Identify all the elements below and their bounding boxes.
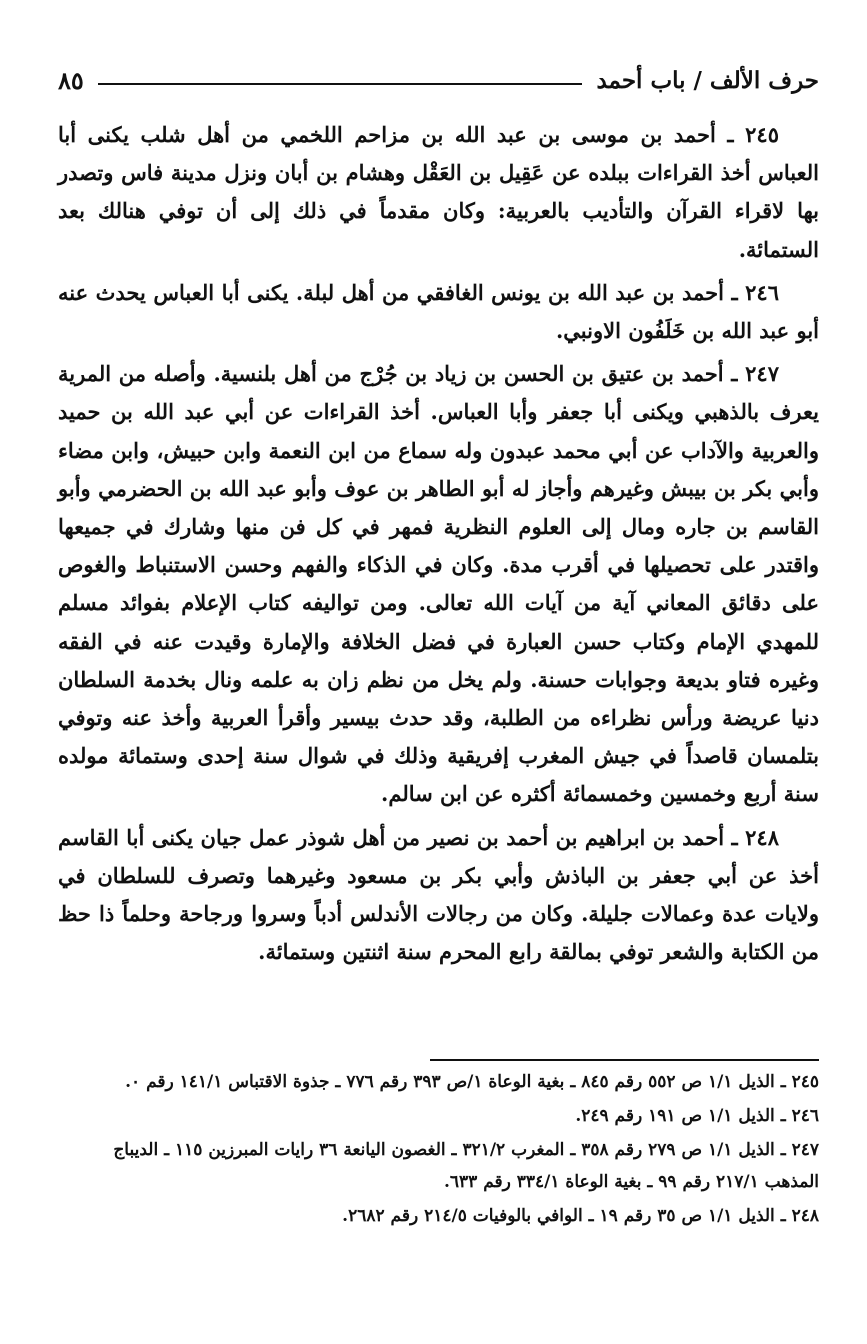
entry-246: ٢٤٦ ـ أحمد بن عبد الله بن يونس الغافقي من أهل لبلة. يكنى أبا العباس يحدث عنه أبو عبد الله بن خَلَفُون الاونبي. (58, 279, 819, 344)
footnote-247: ٢٤٧ ـ الذيل ١/١ ص ٢٧٩ رقم ٣٥٨ ـ المغرب ٣٢١/٢ ـ الغصون اليانعة ٣٦ رايات المبرزين ١١٥ ـ الديباج المذهب ٢١٧/١ رقم ٩٩ ـ بغية الوعاة ٣٣٤/١ رقم ٦٣٣. (113, 1140, 819, 1192)
entry-248: ٢٤٨ ـ أحمد بن ابراهيم بن أحمد بن نصير من أهل شوذر عمل جيان يكنى أبا القاسم أخذ عن أبي جعفر بن الباذش وأبي بكر بن مسعود وغيرهما وتصرف للسلطان في ولايات عدة وعمالات جليلة. وكان من رجالات الأندلس أدباً وسروا ورجاحة وحلماً ذا حظ من الكتابة والشعر توفي بمالقة رابع المحرم سنة اثنتين وستمائة. (58, 824, 819, 965)
page-number: ٨٥ (58, 65, 84, 95)
header-title: حرف الألف / باب أحمد (596, 66, 819, 94)
footnote-divider (430, 1059, 819, 1061)
entry-245: ٢٤٥ ـ أحمد بن موسى بن عبد الله بن مزاحم اللخمي من أهل شلب يكنى أبا العباس أخذ القراءات ببلده عن عَقِيل بن العَقْل وهشام بن أبان ونزل مدينة فاس وتصدر بها لاقراء القرآن والتأديب بالعربية: وكان مقدماً في ذلك إلى أن توفي هنالك بعد الستمائة. (58, 122, 819, 262)
main-text (58, 116, 819, 976)
entry-247: ٢٤٧ ـ أحمد بن عتيق بن الحسن بن زياد بن جُرْج من أهل بلنسية. وأصله من المرية يعرف بالذهبي ويكنى أبا جعفر وأبا العباس. أخذ القراءات عن أبي عبد الله بن حميد والعربية والآداب عن أبي محمد عبدون وله سماع من ابن النعمة وابن حبيش، وابن مضاء وأبي بكر بن بيبش وغيرهم وأجاز له أبو الطاهر بن عوف وأبو عبد الله بن الحضرمي وأبو القاسم بن جاره ومال إلى العلوم النظرية فمهر في كل فن منها وشارك في جميعها واقتدر على تحصيلها في أقرب مدة. وكان في الذكاء والفهم وحسن الاستنباط والغوص على دقائق المعاني آية من آيات الله تعالى. ومن تواليفه كتاب الإعلام بفوائد مسلم للمهدي الإمام وكتاب حسن العبارة في فضل الخلافة والإمارة وقيدت عنه في الفقه وغيره فتاو بديعة وجوابات حسنة. ولم يخل من نظم زان به علمه ونال بخدمة السلطان دنيا عريضة ورأس نظراءه من الطلبة، وقد حدث بيسير وأقرأ العربية وأخذ عنه وتوفي بتلمسان قاصداً في جيش المغرب إفريقية وذلك في شوال سنة إحدى وستمائة مولده سنة أربع وخمسين وخمسمائة أكثره عن ابن سالم. (58, 361, 819, 807)
footnote-248: ٢٤٨ ـ الذيل ١/١ ص ٣٥ رقم ١٩ ـ الوافي بالوفيات ٢١٤/٥ رقم ٢٦٨٢. (342, 1206, 819, 1226)
footnotes (58, 1066, 819, 1234)
footnote-246: ٢٤٦ ـ الذيل ١/١ ص ١٩١ رقم ٢٤٩. (575, 1106, 819, 1126)
footnote-245: ٢٤٥ ـ الذيل ١/١ ص ٥٥٢ رقم ٨٤٥ ـ بغية الوعاة ١/ص ٣٩٣ رقم ٧٧٦ ـ جذوة الاقتباس ١٤١/١ رقم ٠. (125, 1072, 819, 1092)
header-rule (98, 83, 583, 85)
running-header (58, 60, 819, 100)
